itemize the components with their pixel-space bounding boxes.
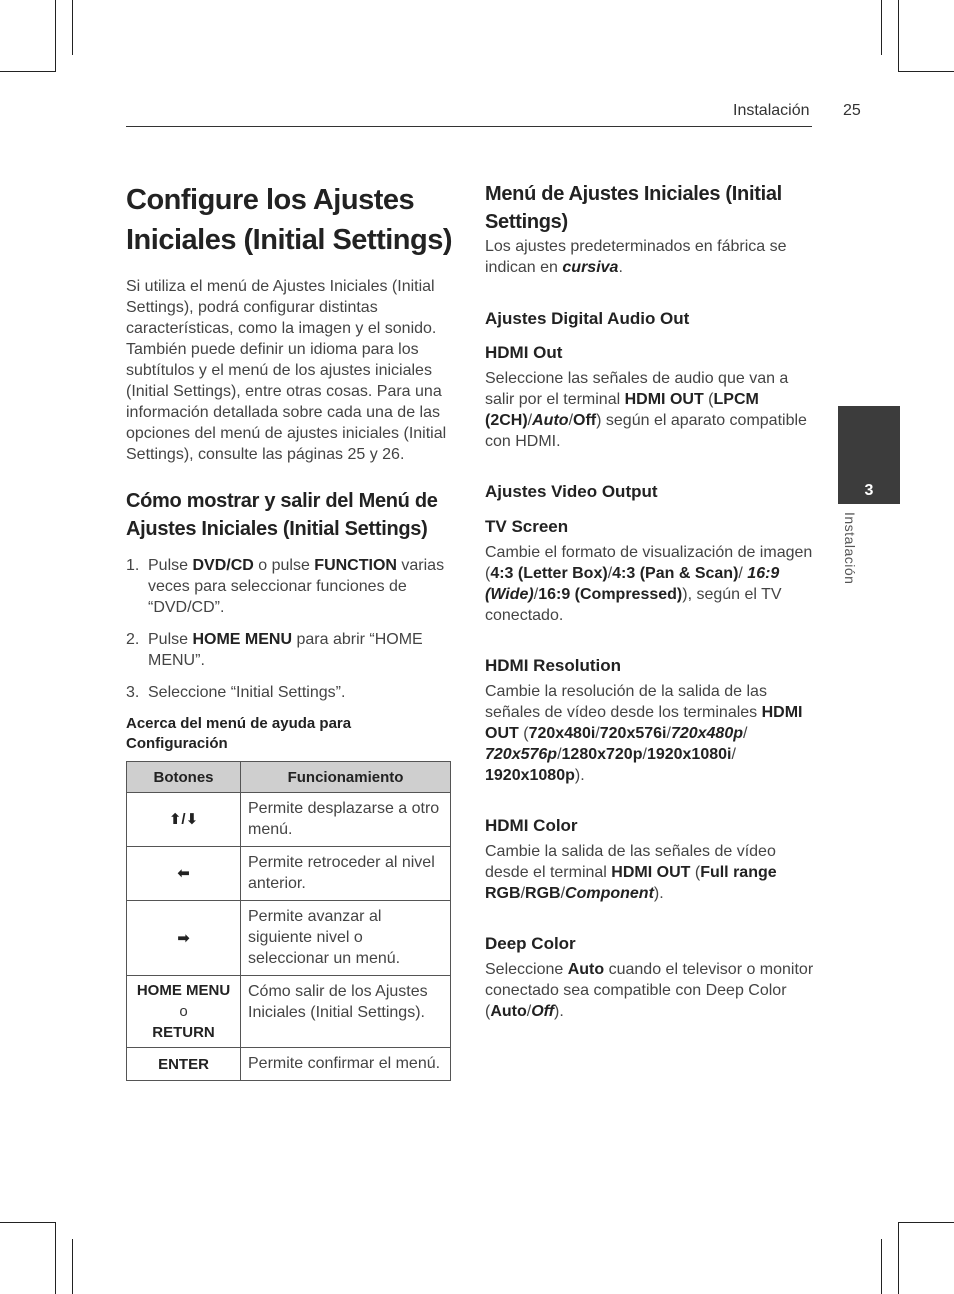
table-row: ⬅ Permite retroceder al nivel anterior. bbox=[127, 847, 451, 901]
setting-heading: HDMI Resolution bbox=[485, 656, 621, 675]
page-number: 25 bbox=[843, 102, 861, 119]
chapter-number: 3 bbox=[864, 482, 874, 499]
enter-key: ENTER bbox=[127, 1048, 241, 1081]
setting-heading: HDMI Out bbox=[485, 343, 563, 362]
chapter-tab bbox=[838, 406, 900, 504]
list-item: 1. Pulse DVD/CD o pulse FUNCTION varias veces para seleccionar funciones de “DVD/CD”. bbox=[126, 557, 445, 616]
left-column bbox=[126, 180, 456, 1081]
table-row: ⬆/⬇ Permite desplazarse a otro menú. bbox=[127, 793, 451, 847]
setting-description: Cambie la salida de las señales de vídeo desde el terminal HDMI OUT (Full range RGB/RGB/Component). bbox=[485, 843, 777, 902]
intro-paragraph: También puede definir un idioma para los subtítulos y el menú de los ajustes iniciales (Initial Settings), entre otras cosas. Para una información detallada sobre cada una de las opciones del menú de ajustes iniciales (Initial Settings), consulte las páginas 25 y 26. bbox=[126, 341, 447, 463]
up-down-arrow-icon: ⬆/⬇ bbox=[127, 793, 241, 847]
right-column bbox=[485, 180, 815, 1022]
group-heading: Ajustes Digital Audio Out bbox=[485, 309, 690, 328]
setting-description: Seleccione Auto cuando el televisor o monitor conectado sea compatible con Deep Color (Auto/Off). bbox=[485, 961, 814, 1020]
intro-paragraph: Los ajustes predeterminados en fábrica se indican en cursiva. bbox=[485, 238, 787, 276]
home-menu-return-keys: HOME MENU o RETURN bbox=[127, 976, 241, 1048]
table-row: ➡ Permite avanzar al siguiente nivel o seleccionar un menú. bbox=[127, 901, 451, 976]
list-item: 3. Seleccione “Initial Settings”. bbox=[126, 684, 346, 701]
table-header-row bbox=[127, 762, 451, 793]
table-row: HOME MENU o RETURN Cómo salir de los Ajustes Iniciales (Initial Settings). bbox=[127, 976, 451, 1048]
setting-description: Seleccione las señales de audio que van a salir por el terminal HDMI OUT (LPCM (2CH)/Auto/Off) según el aparato compatible con HDMI. bbox=[485, 370, 807, 450]
intro-paragraph: Si utiliza el menú de Ajustes Iniciales (Initial Settings), podrá configurar distintas características, como la imagen y el sonido. bbox=[126, 278, 437, 337]
running-header: Instalación bbox=[733, 102, 810, 119]
setting-heading: HDMI Color bbox=[485, 816, 578, 835]
setting-description: Cambie la resolución de la salida de las señales de vídeo desde los terminales HDMI OUT (720x480i/720x576i/720x480p/ 720x576p/1280x720p/1920x1080i/ 1920x1080p). bbox=[485, 683, 803, 784]
group-heading: Ajustes Video Output bbox=[485, 482, 658, 501]
setting-heading: Deep Color bbox=[485, 934, 576, 953]
header-rule bbox=[126, 126, 812, 127]
left-arrow-icon: ⬅ bbox=[127, 847, 241, 901]
setting-description: Cambie el formato de visualización de imagen (4:3 (Letter Box)/4:3 (Pan & Scan)/ 16:9 (Wide)/16:9 (Compressed)), según el TV conectado. bbox=[485, 544, 813, 624]
chapter-tab-label: Instalación bbox=[842, 512, 858, 585]
section-title: Menú de Ajustes Iniciales (Initial Settings) bbox=[485, 183, 782, 233]
right-arrow-icon: ➡ bbox=[127, 901, 241, 976]
page-title: Configure los Ajustes Iniciales (Initial Settings) bbox=[126, 184, 453, 256]
help-table-title: Acerca del menú de ayuda para Configuración bbox=[126, 715, 352, 752]
steps-list bbox=[126, 555, 456, 703]
section-title: Cómo mostrar y salir del Menú de Ajustes Iniciales (Initial Settings) bbox=[126, 490, 438, 540]
column-header: Botones bbox=[127, 762, 241, 793]
setting-heading: TV Screen bbox=[485, 517, 569, 536]
column-header: Funcionamiento bbox=[241, 762, 451, 793]
list-item: 2. Pulse HOME MENU para abrir “HOME MENU”. bbox=[126, 631, 423, 669]
table-row: ENTER Permite confirmar el menú. bbox=[127, 1048, 451, 1081]
buttons-table bbox=[126, 761, 451, 1081]
